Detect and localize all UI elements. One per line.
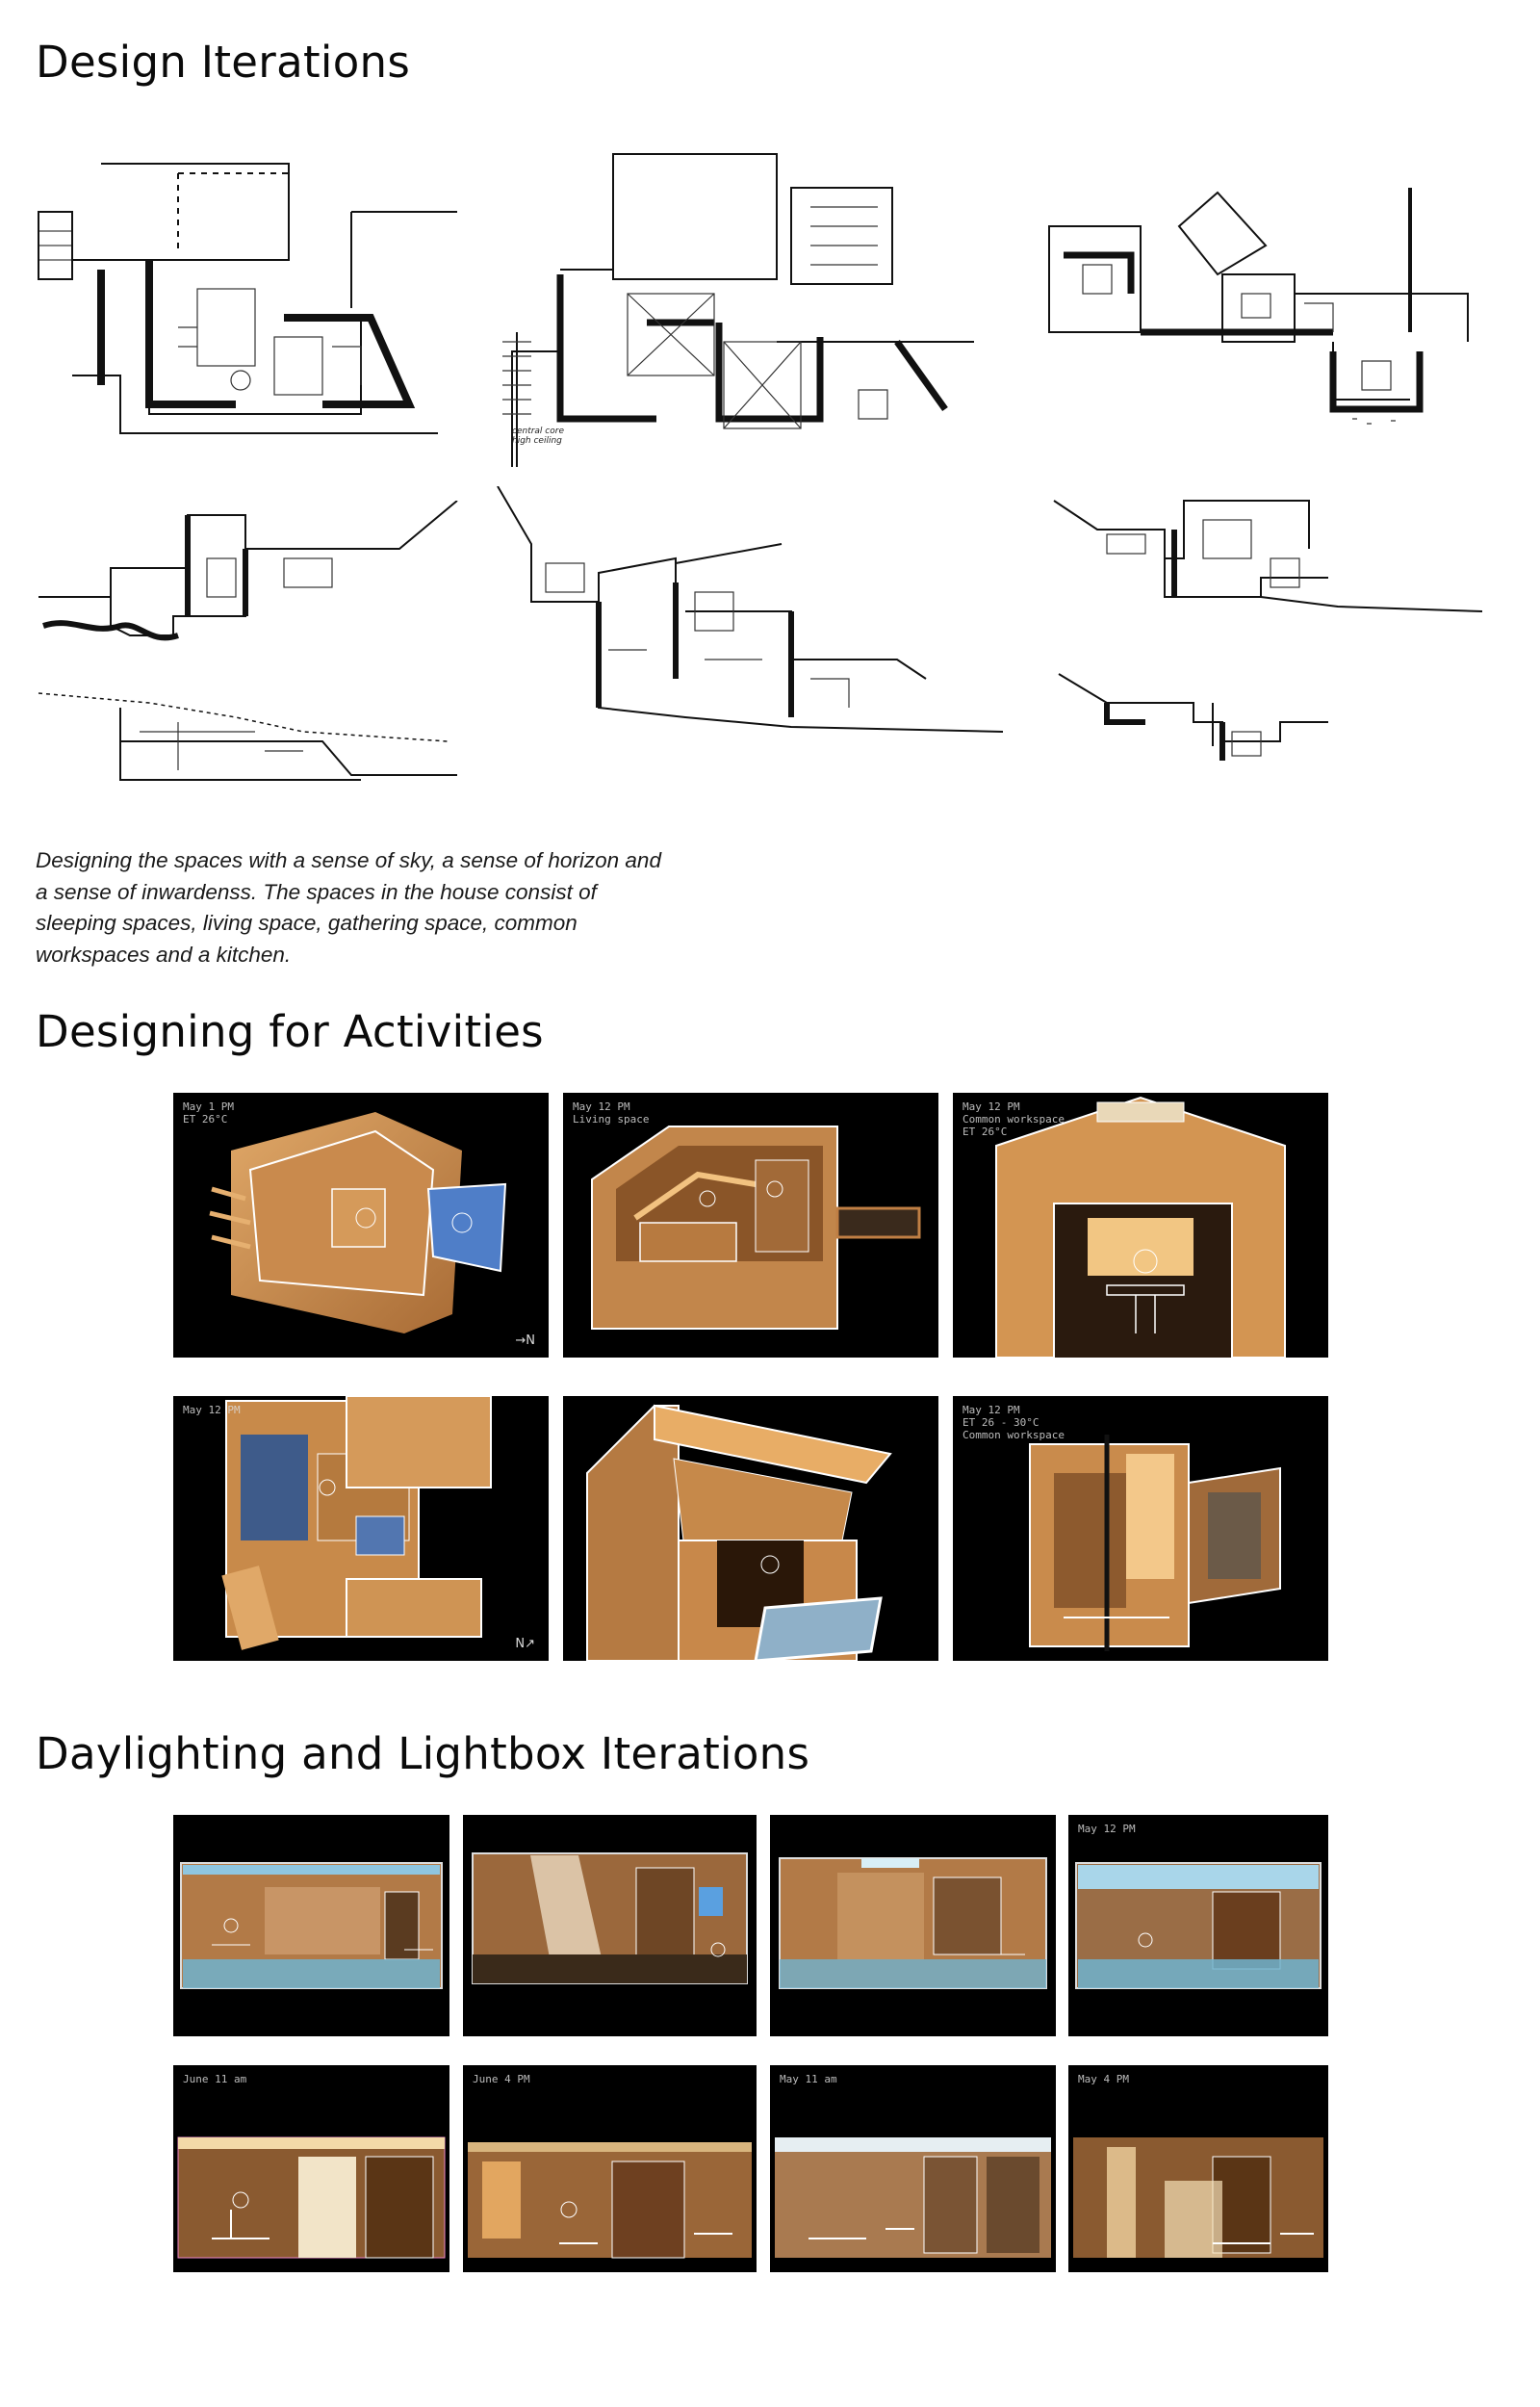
activity-stamp-2: May 12 PM Living space	[573, 1100, 650, 1126]
lightbox-photo-6	[463, 2065, 757, 2272]
activity-stamp-6: May 12 PM ET 26 - 30°C Common workspace	[962, 1404, 1065, 1441]
plan-sketch-iteration-2	[493, 149, 1013, 467]
section-title-design-iterations: Design Iterations	[36, 37, 411, 88]
lightbox-stamp-8: May 4 PM	[1078, 2073, 1129, 2085]
section-sketch-iteration-2	[493, 486, 1008, 737]
lightbox-photo-3	[770, 1815, 1056, 2036]
activity-model-photo-3	[953, 1093, 1328, 1358]
activity-model-photo-6	[953, 1396, 1328, 1661]
north-arrow-4: N↗	[515, 1637, 535, 1651]
activity-model-photo-1	[173, 1093, 549, 1358]
activity-stamp-4: May 12 PM	[183, 1404, 241, 1416]
plan-sketch-iteration-3	[1044, 188, 1487, 448]
section-sketch-iteration-3	[1049, 491, 1492, 789]
lightbox-stamp-6: June 4 PM	[473, 2073, 530, 2085]
section-title-daylighting: Daylighting and Lightbox Iterations	[36, 1728, 810, 1779]
plan-sketch-iteration-1	[34, 154, 457, 472]
plan-sketch-note: central core high ceiling	[512, 427, 564, 446]
section-sketch-iteration-1	[34, 501, 467, 789]
activity-model-photo-5	[563, 1396, 938, 1661]
lightbox-stamp-4: May 12 PM	[1078, 1823, 1136, 1835]
lightbox-photo-8	[1068, 2065, 1328, 2272]
lightbox-stamp-5: June 11 am	[183, 2073, 247, 2085]
activity-model-photo-4	[173, 1396, 549, 1661]
lightbox-photo-1	[173, 1815, 449, 2036]
lightbox-photo-4	[1068, 1815, 1328, 2036]
north-arrow-1: →N	[515, 1333, 535, 1348]
activity-model-photo-2	[563, 1093, 938, 1358]
lightbox-photo-2	[463, 1815, 757, 2036]
lightbox-photo-5	[173, 2065, 449, 2272]
lightbox-stamp-7: May 11 am	[780, 2073, 837, 2085]
activity-stamp-3: May 12 PM Common workspace ET 26°C	[962, 1100, 1065, 1138]
design-caption: Designing the spaces with a sense of sky, a sense of horizon and a sense of inwardenss. The spaces in the house consist of sleeping spaces, living space, gathering space, common workspaces and a kitchen.	[36, 848, 661, 967]
section-title-designing-for-activities: Designing for Activities	[36, 1006, 544, 1057]
lightbox-photo-7	[770, 2065, 1056, 2272]
activity-stamp-1: May 1 PM ET 26°C	[183, 1100, 234, 1126]
